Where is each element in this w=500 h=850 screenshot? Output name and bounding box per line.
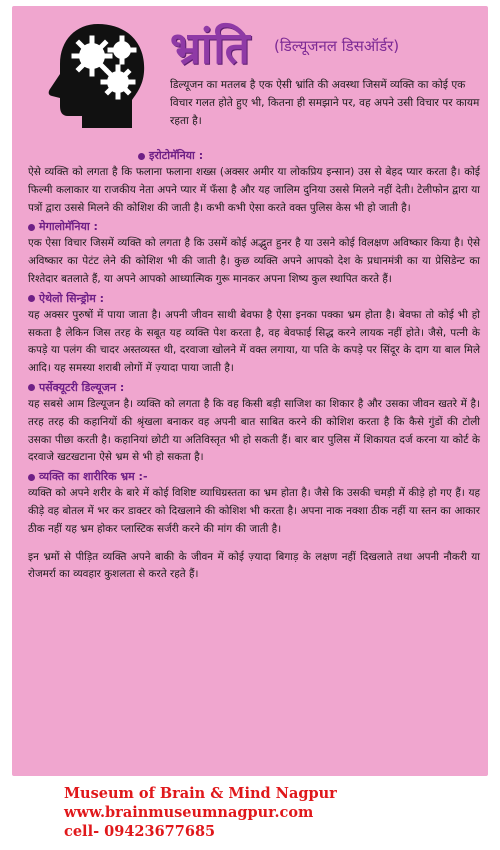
page-title: भ्रांति [170, 23, 251, 74]
bullet-icon [138, 153, 145, 160]
intro-paragraph: डिल्यूजन का मतलब है एक ऐसी भ्रांति की अवस्था जिसमें व्यक्ति का कोई एक विचार गलत होते हुए भी, कितना ही समझाने पर, वह अपने उसी विचार पर कायम रहता है। [170, 79, 480, 127]
section-body: ऐसे व्यक्ति को लगता है कि फलाना फलाना शख्स (अक्सर अमीर या लोकप्रिय इन्सान) उस से बेहद प्यार करता है। कोई फिल्मी कलाकार या राजकीय नेता अपने प्यार में फँसा है और यह जालिम दुनिया उससे मिलने नहीं देती। टेलीफोन द्वारा या पत्रों द्वारा उससे मिलने की कोशिश की जाती है। कभी कभी ऐसा करते वक्त पुलिस केस भी हो जाती है। [28, 166, 480, 214]
section-somatic-delusion [28, 469, 480, 538]
section-heading: ऐथेलो सिन्ड्रोम : [39, 291, 105, 305]
section-body: यह अक्सर पुरुषों में पाया जाता है। अपनी जीवन साथी बेवफा है ऐसा इनका पक्का भ्रम होता है। बेवफा तो कोई भी हो सकता है लेकिन जिस तरह के सबूत यह व्यक्ति पेश करता है, वह बेवफाई सिद्ध करने लायक नहीं होते। जैसे, पत्नी के कपड़े या पलंग की चादर अस्तव्यस्त थी, दरवाजा खोलने में वक्त लगाया, या पति के कपड़े पर सिंदूर के दाग या बाल मिले आदि। यह समस्या शराबी लोगों में ज़्यादा पाया जाती है। [28, 308, 480, 375]
closing-paragraph: इन भ्रमों से पीड़ित व्यक्ति अपने बाकी के जीवन में कोई ज़्यादा बिगाड़ के लक्षण नहीं दिखलाते तथा अपनी नौकरी या रोजमर्रा का व्यवहार कुशलता से करते रहते हैं। [28, 550, 480, 581]
page-subtitle: (डिल्यूजनल डिसऑर्डर) [274, 37, 400, 55]
section-heading: पर्सेक्यूटरी डिल्यूजन : [39, 380, 125, 394]
section-persecutory-delusion [28, 380, 480, 467]
bullet-icon [28, 384, 35, 391]
section-heading: इरोटोमॅनिया : [149, 149, 204, 162]
footer-website: www.brainmuseumnagpur.com [64, 804, 314, 821]
section-erotomania [28, 148, 480, 217]
bullet-icon [28, 224, 35, 231]
footer-org-name: Museum of Brain & Mind Nagpur [64, 785, 337, 802]
footer-phone: cell- 09423677685 [64, 823, 216, 840]
section-heading: मेगालोमॅनिया : [39, 220, 98, 234]
footer [64, 784, 444, 841]
section-body: यह सबसे आम डिल्यूजन है। व्यक्ति को लगता है कि वह किसी बड़ी साजिश का शिकार है और उसका जीवन खतरे में है। तरह तरह की कहानियों की श्रृंखला बनाकर वह अपनी बात साबित करने की कोशिश करता है कि कैसे गुंडों की टोली उसका पीछा करती है। कहानियां छोटी या अतिविस्तृत भी हो सकती हैं। बार बार पुलिस में शिकायत दर्ज करना या कोर्ट के दरवाजे खटखटाना ऐसे भ्रम से भी हो सकता है। [28, 397, 480, 464]
section-othello-syndrome [28, 291, 480, 378]
content-area [28, 148, 480, 584]
section-megalomania [28, 219, 480, 288]
bullet-icon [28, 295, 35, 302]
section-body: एक ऐसा विचार जिसमें व्यक्ति को लगता है कि उसमें कोई अद्भुत हुनर है या उसने कोई विलक्षण अविष्कार किया है। ऐसे अविष्कार का पेटंट लेने की कोशिश भी की जाती है। कुछ व्यक्ति अपने आपको देश के प्रधानमंत्री का या प्रेसिडेन्ट का रिश्तेदार बतलाते हैं, या अपने आपको आध्यात्मिक गुरू मानकर अपना शिष्य कुल स्थापित करते हैं। [28, 237, 480, 285]
section-heading: व्यक्ति का शारीरिक भ्रम :- [39, 470, 148, 484]
head-gears-icon [28, 16, 156, 132]
section-body: व्यक्ति को अपने शरीर के बारे में कोई विशिष्ट व्याधिग्रस्तता का भ्रम होता है। जैसे कि उसकी चमड़ी में कीड़े हो गए हैं। यह कीड़े वह बोतल में भर कर डाक्टर को दिखलाने की कोशिश भी करता है। अपना नाक नक्शा ठीक नहीं या स्तन का आकार ठीक नहीं यह भ्रम होकर प्लास्टिक सर्जरी करने की मांग की जाती है। [28, 487, 480, 535]
bullet-icon [28, 474, 35, 481]
